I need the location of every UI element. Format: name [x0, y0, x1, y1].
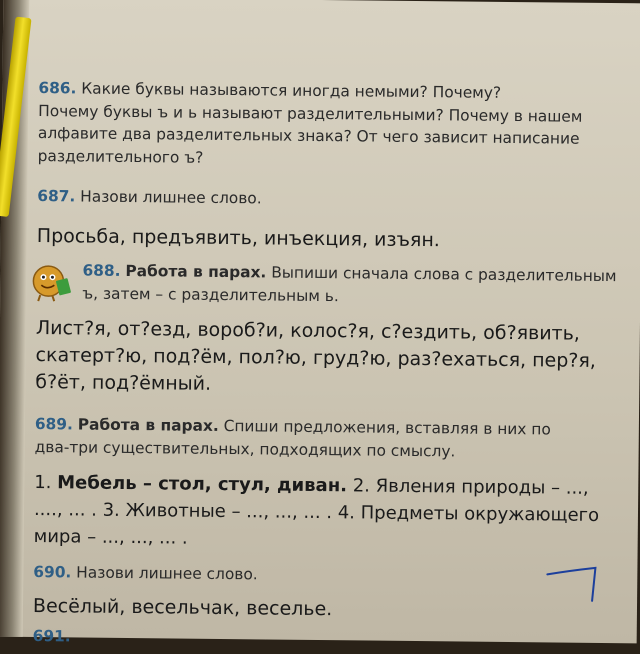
- task-text: Назови лишнее слово.: [80, 187, 262, 208]
- sentence-text: мира – ..., ..., ... .: [33, 526, 188, 549]
- word-list-688: [35, 315, 596, 402]
- task-label: Работа в парах.: [125, 261, 267, 282]
- word-list-690: Весёлый, весельчак, веселье.: [32, 595, 333, 621]
- sentence-number: 1.: [34, 472, 52, 494]
- task-text: Выпиши сначала слова с разделительным: [271, 263, 617, 286]
- task-691: [33, 625, 71, 648]
- task-number: 689.: [34, 415, 73, 434]
- word-line: Лист?я, от?езд, вороб?и, колос?я, с?ездить, об?явить,: [35, 317, 581, 345]
- task-686: [38, 77, 583, 173]
- word-line: скатерт?ю, под?ём, пол?ю, груд?ю, раз?ехаться, пер?я,: [35, 344, 597, 372]
- task-number: 688.: [82, 261, 121, 280]
- task-text: Какие буквы называются иногда немыми? Почему?: [81, 79, 502, 102]
- task-label: Работа в парах.: [77, 415, 219, 435]
- sentences-689: [34, 469, 600, 556]
- task-number: 690.: [33, 563, 72, 582]
- task-number: 686.: [38, 79, 77, 98]
- task-687: [37, 185, 262, 210]
- example-sentence: Мебель – стол, стул, диван.: [57, 472, 348, 497]
- sentence-text: 2. Явления природы – ...,: [352, 475, 589, 499]
- word-list-687: Просьба, предъявить, инъекция, изъян.: [36, 225, 440, 252]
- task-689: [35, 413, 551, 463]
- task-text: Назови лишнее слово.: [76, 563, 258, 584]
- task-text: разделительного ъ?: [37, 146, 204, 167]
- task-text: Почему буквы ъ и ь называют разделительными? Почему в нашем: [38, 101, 583, 126]
- task-text: два-три существительных, подходящих по смыслу.: [34, 437, 456, 460]
- handwritten-pen-mark: [545, 564, 601, 605]
- task-690: [33, 561, 258, 586]
- word-line: б?ёт, под?ёмный.: [35, 371, 212, 395]
- task-text: Спиши предложения, вставляя в них по: [223, 416, 551, 439]
- pair-work-mascot-icon: [30, 259, 74, 303]
- task-number: 691.: [32, 627, 71, 646]
- task-text: ъ, затем – с разделительным ь.: [82, 284, 339, 305]
- task-text: алфавите два разделительных знака? От чего зависит написание: [37, 124, 580, 148]
- task-number: 687.: [37, 187, 76, 206]
- task-688: [82, 260, 617, 311]
- sentence-text: ...., ... . 3. Животные – ..., ..., ... . 4. Предметы окружающего: [33, 499, 600, 526]
